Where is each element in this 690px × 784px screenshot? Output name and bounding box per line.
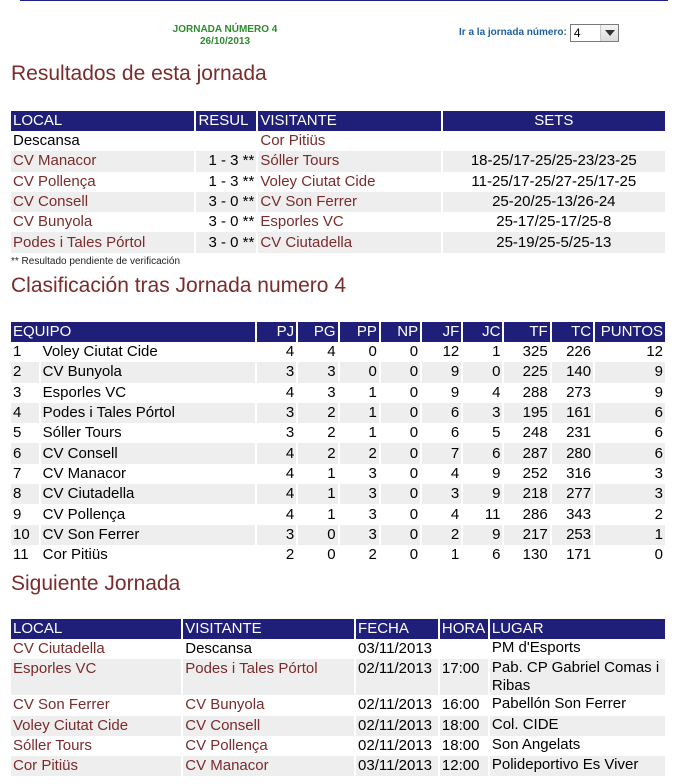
col-fecha: FECHA <box>356 619 438 639</box>
standings-np: 0 <box>381 443 420 463</box>
result-visitante[interactable]: CV Ciutadella <box>258 232 440 252</box>
standings-row <box>11 504 665 524</box>
standings-pg: 1 <box>298 484 337 504</box>
standings-pg: 3 <box>327 383 336 401</box>
standings-table <box>9 322 667 565</box>
next-local[interactable]: Sóller Tours <box>13 736 92 754</box>
standings-jc: 9 <box>463 484 502 504</box>
standings-pg: 2 <box>327 424 336 442</box>
next-visitante[interactable]: Podes i Tales Pórtol <box>183 659 354 695</box>
standings-pts: 3 <box>595 484 665 504</box>
standings-title: Clasificación tras Jornada numero 4 <box>11 274 346 297</box>
standings-tc: 253 <box>552 525 593 545</box>
standings-pg: 3 <box>298 362 337 382</box>
next-header-row <box>11 619 665 639</box>
standings-pp: 0 <box>368 343 377 361</box>
standings-pp: 1 <box>340 403 379 423</box>
standings-row <box>11 484 665 504</box>
col-tf: TF <box>504 322 549 342</box>
result-score: 1 - 3 ** <box>196 151 256 171</box>
standings-tc: 161 <box>552 403 593 423</box>
standings-row <box>11 545 665 565</box>
standings-tf: 286 <box>522 505 548 523</box>
top-border-line <box>20 0 668 1</box>
result-row <box>11 232 665 252</box>
standings-position: 3 <box>13 383 22 401</box>
standings-jc: 5 <box>492 424 501 442</box>
standings-position: 9 <box>13 505 22 523</box>
standings-pg: 2 <box>298 443 337 463</box>
standings-pts: 2 <box>654 505 663 523</box>
result-sets: 25-19/25-5/25-13 <box>443 232 665 252</box>
next-visitante: Descansa <box>185 640 252 657</box>
standings-tf: 248 <box>522 424 548 442</box>
results-header-row <box>11 111 665 131</box>
standings-row <box>11 383 665 403</box>
next-visitante[interactable]: CV Manacor <box>183 756 354 776</box>
next-match-row <box>11 756 665 776</box>
standings-pts: 0 <box>654 546 663 564</box>
standings-tf: 130 <box>522 546 548 564</box>
next-hora <box>440 639 488 659</box>
col-np: NP <box>381 322 420 342</box>
col-visitante: VISITANTE <box>258 111 440 131</box>
col-jf: JF <box>422 322 461 342</box>
next-lugar: Col. CIDE <box>490 716 665 736</box>
standings-row <box>11 464 665 484</box>
next-fecha: 02/11/2013 <box>356 659 438 695</box>
col-hora: HORA <box>440 619 488 639</box>
standings-np: 0 <box>409 464 419 482</box>
standings-jf: 1 <box>450 546 460 564</box>
standings-position: 6 <box>11 443 39 463</box>
jornada-label: JORNADA NÚMERO 4 <box>172 24 278 35</box>
col-pp: PP <box>340 322 379 342</box>
standings-position: 1 <box>13 343 22 361</box>
standings-pts: 3 <box>654 464 663 482</box>
next-match-row <box>11 736 665 756</box>
col-pg: PG <box>298 322 337 342</box>
col-next-local: LOCAL <box>11 619 181 639</box>
standings-tf: 252 <box>522 464 548 482</box>
standings-pts: 1 <box>595 525 665 545</box>
next-hora: 18:00 <box>441 736 480 754</box>
standings-np: 0 <box>409 505 419 523</box>
result-visitante[interactable]: Sóller Tours <box>258 151 440 171</box>
chevron-down-icon[interactable] <box>600 25 618 41</box>
standings-jf: 2 <box>422 525 461 545</box>
standings-tc: 273 <box>566 383 592 401</box>
standings-team: CV Son Ferrer <box>41 525 255 545</box>
standings-team: CV Pollença <box>42 505 126 523</box>
standings-jc: 6 <box>463 443 502 463</box>
next-fecha: 02/11/2013 <box>356 716 438 736</box>
standings-np: 0 <box>409 424 419 442</box>
standings-pp: 3 <box>340 525 379 545</box>
result-score <box>196 131 256 151</box>
standings-jc: 11 <box>484 505 501 523</box>
result-sets: 11-25/17-25/27-25/17-25 <box>471 172 637 190</box>
standings-jc: 4 <box>492 383 501 401</box>
result-row <box>11 172 665 192</box>
col-local: LOCAL <box>11 111 194 131</box>
result-score: 3 - 0 ** <box>208 213 255 231</box>
col-pj: PJ <box>257 322 296 342</box>
standings-tf: 218 <box>504 484 549 504</box>
jornada-info <box>150 24 300 48</box>
standings-tf: 225 <box>504 362 549 382</box>
standings-tc: 277 <box>552 484 593 504</box>
next-title: Siguiente Jornada <box>11 572 181 595</box>
standings-pj: 3 <box>285 424 295 442</box>
standings-jf: 4 <box>450 505 460 523</box>
standings-tc: 343 <box>566 505 592 523</box>
result-sets: 18-25/17-25/25-23/23-25 <box>443 151 665 171</box>
next-hora: 12:00 <box>440 756 488 776</box>
standings-np: 0 <box>409 383 419 401</box>
standings-jf: 3 <box>422 484 461 504</box>
next-local[interactable]: Cor Pitiüs <box>11 756 181 776</box>
result-row <box>11 131 665 151</box>
standings-team: CV Ciutadella <box>41 484 255 504</box>
standings-pj: 2 <box>285 546 295 564</box>
standings-np: 0 <box>409 343 419 361</box>
standings-pg: 0 <box>298 525 337 545</box>
standings-pg: 0 <box>327 546 336 564</box>
col-next-visitante: VISITANTE <box>183 619 354 639</box>
standings-team: Esporles VC <box>42 383 127 401</box>
standings-jf: 9 <box>422 362 461 382</box>
result-local[interactable]: CV Consell <box>11 192 194 212</box>
result-sets <box>443 131 665 151</box>
standings-jf: 7 <box>422 443 461 463</box>
standings-row <box>11 403 665 423</box>
result-local[interactable]: CV Bunyola <box>13 213 93 231</box>
standings-pj: 4 <box>285 383 295 401</box>
next-hora: 18:00 <box>440 716 488 736</box>
standings-pts: 6 <box>595 403 665 423</box>
standings-np: 0 <box>381 403 420 423</box>
standings-pp: 3 <box>340 484 379 504</box>
standings-team: Podes i Tales Pórtol <box>41 403 255 423</box>
result-local[interactable]: Podes i Tales Pórtol <box>11 232 194 252</box>
col-sets: SETS <box>443 111 665 131</box>
result-row <box>11 192 665 212</box>
next-match-row <box>11 716 665 736</box>
standings-pj: 3 <box>257 525 296 545</box>
result-sets: 25-20/25-13/26-24 <box>443 192 665 212</box>
standings-jf: 12 <box>442 343 460 361</box>
result-score: 3 - 0 ** <box>196 192 256 212</box>
standings-tf: 325 <box>522 343 548 361</box>
standings-header-row <box>11 322 665 342</box>
next-local[interactable]: CV Ciutadella <box>13 640 105 657</box>
standings-jf: 9 <box>450 383 460 401</box>
page-header <box>0 20 690 50</box>
standings-jc: 3 <box>463 403 502 423</box>
next-hora: 16:00 <box>441 696 480 714</box>
col-jc: JC <box>463 322 502 342</box>
standings-tc: 231 <box>566 424 592 442</box>
result-score: 3 - 0 ** <box>196 232 256 252</box>
standings-jc: 9 <box>463 525 502 545</box>
standings-tf: 217 <box>504 525 549 545</box>
standings-pg: 4 <box>327 343 336 361</box>
col-lugar: LUGAR <box>490 619 665 639</box>
result-local[interactable]: CV Manacor <box>11 151 194 171</box>
standings-position: 4 <box>11 403 39 423</box>
standings-pj: 3 <box>257 362 296 382</box>
standings-team: Cor Pitiüs <box>42 546 108 564</box>
standings-pp: 3 <box>368 464 377 482</box>
standings-jc: 9 <box>492 464 501 482</box>
standings-np: 0 <box>381 525 420 545</box>
standings-pg: 1 <box>327 505 336 523</box>
next-visitante[interactable]: CV Pollença <box>185 736 268 754</box>
standings-tc: 226 <box>566 343 592 361</box>
standings-position: 5 <box>13 424 22 442</box>
standings-tf: 195 <box>504 403 549 423</box>
result-row <box>11 212 665 232</box>
next-round-table <box>9 619 667 776</box>
standings-pts: 12 <box>646 343 663 361</box>
next-lugar: PM d'Esports <box>491 639 581 656</box>
verification-note: ** Resultado pendiente de verificación <box>11 256 180 267</box>
standings-pj: 4 <box>257 484 296 504</box>
next-match-row <box>11 659 665 695</box>
jornada-jump <box>459 24 619 42</box>
standings-pts: 9 <box>595 362 665 382</box>
standings-tc: 280 <box>552 443 593 463</box>
standings-row <box>11 342 665 362</box>
standings-pp: 2 <box>368 546 377 564</box>
standings-jc: 1 <box>492 343 501 361</box>
standings-tc: 140 <box>552 362 593 382</box>
next-visitante[interactable]: CV Consell <box>183 716 354 736</box>
standings-team: CV Bunyola <box>41 362 255 382</box>
standings-pg: 2 <box>298 403 337 423</box>
result-local: Descansa <box>13 132 80 150</box>
standings-pts: 6 <box>595 443 665 463</box>
results-title: Resultados de esta jornada <box>11 62 267 85</box>
next-fecha: 02/11/2013 <box>358 696 433 714</box>
standings-jf: 6 <box>450 424 460 442</box>
result-row <box>11 151 665 171</box>
standings-position: 7 <box>13 464 22 482</box>
next-lugar: Polideportivo Es Viver <box>490 756 665 776</box>
standings-pts: 9 <box>654 383 663 401</box>
standings-tc: 316 <box>566 464 592 482</box>
result-visitante[interactable]: Cor Pitiüs <box>260 132 326 150</box>
standings-pg: 1 <box>327 464 336 482</box>
next-visitante[interactable]: CV Bunyola <box>185 696 265 714</box>
standings-jc: 6 <box>492 546 501 564</box>
result-sets: 25-17/25-17/25-8 <box>496 213 612 231</box>
standings-pj: 4 <box>285 343 295 361</box>
next-lugar: Son Angelats <box>491 735 581 753</box>
standings-jf: 4 <box>450 464 460 482</box>
jornada-date: 26/10/2013 <box>199 36 251 47</box>
standings-tf: 288 <box>522 383 548 401</box>
jornada-select[interactable] <box>570 24 619 42</box>
standings-row <box>11 525 665 545</box>
col-resul: RESUL <box>196 111 256 131</box>
jornada-select-value: 4 <box>573 26 581 40</box>
next-local[interactable]: CV Son Ferrer <box>13 696 110 714</box>
col-tc: TC <box>552 322 593 342</box>
standings-np: 0 <box>381 362 420 382</box>
standings-jf: 6 <box>422 403 461 423</box>
standings-tc: 171 <box>566 546 592 564</box>
standings-row <box>11 362 665 382</box>
standings-jc: 0 <box>463 362 502 382</box>
standings-pj: 3 <box>257 403 296 423</box>
standings-team: CV Consell <box>41 443 255 463</box>
next-match-row <box>11 639 665 659</box>
standings-np: 0 <box>381 484 420 504</box>
col-equipo: EQUIPO <box>11 322 255 342</box>
result-local[interactable]: CV Pollença <box>13 172 96 190</box>
standings-team: CV Manacor <box>42 464 127 482</box>
standings-pj: 4 <box>257 443 296 463</box>
result-score: 1 - 3 ** <box>208 172 255 190</box>
standings-pj: 4 <box>285 464 295 482</box>
next-lugar: Pabellón Son Ferrer <box>491 695 627 713</box>
standings-pp: 1 <box>368 424 377 442</box>
standings-team: Voley Ciutat Cide <box>42 343 158 361</box>
standings-np: 0 <box>409 546 419 564</box>
standings-position: 8 <box>11 484 39 504</box>
standings-team: Sóller Tours <box>42 424 122 442</box>
standings-position: 10 <box>11 525 39 545</box>
result-visitante[interactable]: Esporles VC <box>260 213 344 231</box>
col-puntos: PUNTOS <box>595 322 665 342</box>
standings-pj: 4 <box>285 505 295 523</box>
next-lugar: Pab. CP Gabriel Comas i Ribas <box>490 659 665 695</box>
next-local[interactable]: Esporles VC <box>11 659 181 695</box>
next-fecha: 02/11/2013 <box>358 736 433 754</box>
next-fecha: 03/11/2013 <box>356 756 438 776</box>
next-local[interactable]: Voley Ciutat Cide <box>11 716 181 736</box>
standings-tf: 287 <box>504 443 549 463</box>
standings-pp: 1 <box>368 383 377 401</box>
next-match-row <box>11 695 665 715</box>
standings-pp: 3 <box>368 505 377 523</box>
next-fecha: 03/11/2013 <box>358 640 433 657</box>
standings-row <box>11 423 665 443</box>
results-table <box>9 111 667 253</box>
standings-row <box>11 443 665 463</box>
result-visitante[interactable]: Voley Ciutat Cide <box>260 172 376 190</box>
result-visitante[interactable]: CV Son Ferrer <box>258 192 440 212</box>
jump-label: Ir a la jornada número: <box>459 27 567 38</box>
standings-pts: 6 <box>654 424 663 442</box>
standings-pp: 2 <box>340 443 379 463</box>
next-hora: 17:00 <box>440 659 488 695</box>
standings-pp: 0 <box>340 362 379 382</box>
standings-position: 11 <box>13 546 29 564</box>
standings-position: 2 <box>11 362 39 382</box>
